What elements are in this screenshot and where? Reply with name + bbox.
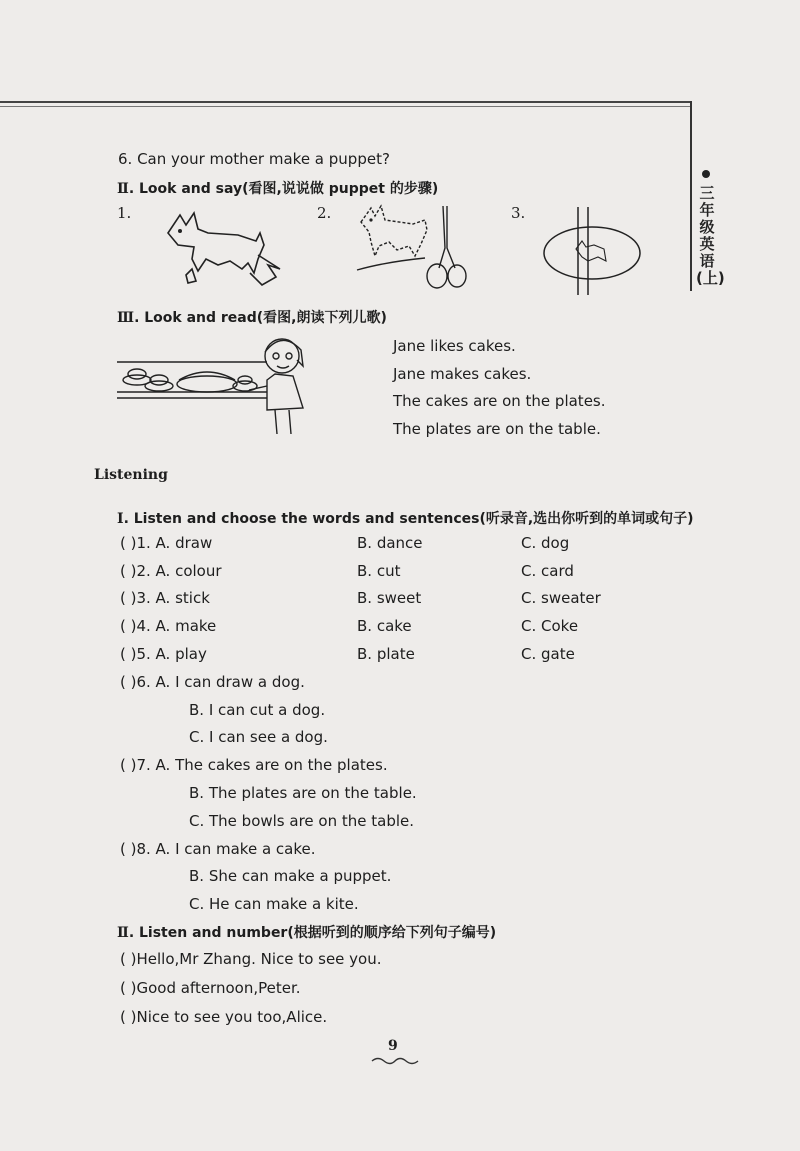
- step-3-puppet-on-stick-drawing: [540, 205, 644, 297]
- section-3-numeral: Ⅲ: [117, 310, 135, 326]
- listen-2-item-2: ( )Good afternoon,Peter.: [120, 979, 301, 997]
- q1-option-b: B. dance: [357, 534, 423, 552]
- question-6: 6. Can your mother make a puppet?: [118, 150, 390, 168]
- q6-option-c: C. I can see a dog.: [189, 728, 328, 746]
- q5-option-b: B. plate: [357, 645, 415, 663]
- side-tab-label: 三年级英语(上): [696, 184, 725, 287]
- q8-option-c: C. He can make a kite.: [189, 895, 359, 913]
- step-1-label: 1.: [117, 204, 132, 222]
- q7-option-c: C. The bowls are on the table.: [189, 812, 415, 830]
- girl-making-cakes-illustration: [117, 330, 377, 440]
- header-rule-thin: [0, 106, 690, 107]
- rhyme-line-2: Jane makes cakes.: [393, 365, 532, 383]
- q3-option-b: B. sweet: [357, 589, 422, 607]
- q1-option-c: C. dog: [521, 534, 570, 552]
- section-2-numeral: Ⅱ: [117, 181, 129, 197]
- q8-option-b: B. She can make a puppet.: [189, 867, 392, 885]
- listen-2-heading: [117, 922, 496, 942]
- q3-option-c: C. sweater: [521, 589, 601, 607]
- q3-option-a: ( )3. A. stick: [120, 589, 210, 607]
- page-number: 9: [388, 1038, 398, 1054]
- q7-option-a: ( )7. A. The cakes are on the plates.: [120, 756, 388, 774]
- q2-option-a: ( )2. A. colour: [120, 562, 222, 580]
- step-3-label: 3.: [511, 204, 526, 222]
- rhyme-line-4: The plates are on the table.: [393, 420, 601, 438]
- listen-2-numeral: Ⅱ: [117, 925, 129, 941]
- listen-2-title: . Listen and number(根据听到的顺序给下列句子编号): [128, 925, 497, 941]
- section-2-heading: [117, 178, 438, 198]
- section-3-heading: [117, 307, 387, 327]
- listen-1-heading: [117, 508, 694, 528]
- q4-option-a: ( )4. A. make: [120, 617, 217, 635]
- step-2-label: 2.: [317, 204, 332, 222]
- rhyme-line-1: Jane likes cakes.: [393, 337, 516, 355]
- header-rule: [0, 101, 690, 103]
- q2-option-c: C. card: [521, 562, 574, 580]
- step-1-dog-drawing: [158, 203, 288, 293]
- side-rule: [690, 101, 692, 291]
- q1-option-a: ( )1. A. draw: [120, 534, 213, 552]
- q6-option-b: B. I can cut a dog.: [189, 701, 326, 719]
- q6-option-a: ( )6. A. I can draw a dog.: [120, 673, 305, 691]
- listen-2-item-3: ( )Nice to see you too,Alice.: [120, 1008, 328, 1026]
- listen-1-title: . Listen and choose the words and sentences(听录音,选出你听到的单词或句子): [123, 511, 694, 527]
- q4-option-b: B. cake: [357, 617, 412, 635]
- q4-option-c: C. Coke: [521, 617, 579, 635]
- q5-option-a: ( )5. A. play: [120, 645, 207, 663]
- q7-option-b: B. The plates are on the table.: [189, 784, 417, 802]
- section-2-title: . Look and say(看图,说说做 puppet 的步骤): [128, 181, 439, 197]
- q2-option-b: B. cut: [357, 562, 401, 580]
- listen-1-numeral: Ⅰ: [117, 511, 124, 527]
- side-bullet: [702, 170, 710, 178]
- q8-option-a: ( )8. A. I can make a cake.: [120, 840, 316, 858]
- listen-2-item-1: ( )Hello,Mr Zhang. Nice to see you.: [120, 950, 382, 968]
- step-2-dog-scissors-drawing: [355, 200, 467, 296]
- rhyme-line-3: The cakes are on the plates.: [393, 392, 606, 410]
- q5-option-c: C. gate: [521, 645, 575, 663]
- section-3-title: . Look and read(看图,朗读下列儿歌): [134, 310, 387, 326]
- listening-heading: Listening: [94, 467, 168, 483]
- page-ornament: [370, 1056, 420, 1066]
